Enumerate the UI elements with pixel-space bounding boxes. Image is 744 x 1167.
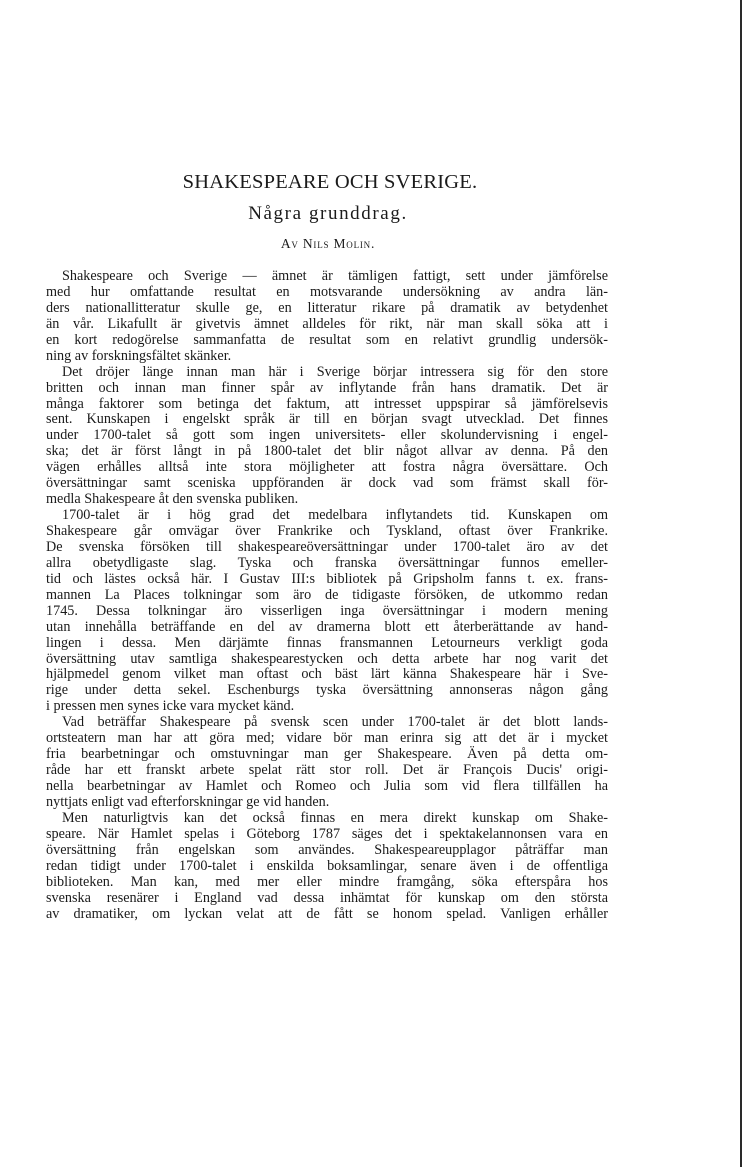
- text-line: råde har ett franskt arbete spelat rätt stor roll. Det är François Ducis' origi-: [46, 762, 608, 779]
- page-edge-rule: [740, 0, 742, 1167]
- text-line: biblioteken. Man kan, med mer eller mindre framgång, söka efterspåra hos: [46, 873, 608, 890]
- text-line: översättning från engelskan som användes. Shakespeareupplagor påträffar man: [46, 841, 608, 858]
- text-line: svenska resenärer i England vad dessa inhämtat för kunskap om den största: [46, 889, 608, 906]
- text-line: Shakespeare och Sverige — ämnet är tämligen fattigt, sett under jämförelse: [62, 268, 608, 284]
- text-line: översättningar samt sceniska uppföranden är dock vad som främst skall för-: [46, 475, 608, 492]
- text-line: 1700-talet är i hög grad det medelbara inflytandets tid. Kunskapen om: [62, 507, 608, 524]
- text-line: översättning utav samtliga shakespearestycken och detta arbete har nog varit det: [46, 650, 608, 667]
- text-line: allra obetydligaste slag. Tyska och franska översättningar funnos emeller-: [46, 554, 608, 571]
- text-line: av dramatiker, om lyckan velat att de fått se honom spelad. Vanligen erhåller: [46, 905, 608, 922]
- text-line: än vår. Likafullt är givetvis ämnet alldeles för rikt, när man skall söka att i: [46, 315, 608, 332]
- text-line: under 1700-talet så gott som ingen universitets- eller skolundervisning i engel-: [46, 427, 608, 444]
- text-line: rige under detta sekel. Eschenburgs tyska översättning annonseras någon gång: [46, 682, 608, 699]
- text-line: nella bearbetningar av Hamlet och Romeo och Julia som vid flera tillfällen ha: [46, 778, 608, 794]
- text-line: 1745. Dessa tolkningar äro visserligen inga översättningar i modern mening: [46, 602, 608, 619]
- text-line: mannen La Places tolkningar som äro de tidigaste försöken, de utkommo redan: [46, 586, 608, 603]
- text-line: fria bearbetningar och omstuvningar man ger Shakespeare. Även på detta om-: [46, 746, 608, 763]
- text-line: britten och innan man finner spår av inflytande från hans dramatik. Det är: [46, 379, 608, 396]
- text-line: Det dröjer länge innan man här i Sverige börjar intressera sig för den store: [62, 363, 608, 380]
- text-line: Men naturligtvis kan det också finnas en mera direkt kunskap om Shake-: [62, 809, 608, 826]
- text-line: Vad beträffar Shakespeare på svensk scen under 1700-talet är det blott lands-: [62, 714, 608, 731]
- text-line: utan innehålla beträffande en del av dramerna blott ett återberättande av hand-: [46, 618, 608, 635]
- text-line: medla Shakespeare åt den svenska publiken.: [46, 491, 299, 508]
- text-line: ders nationallitteratur skulle ge, en litteratur rikare på dramatik av betydenhet: [46, 299, 608, 316]
- text-line: redan tidigt under 1700-talet i enskilda boksamlingar, senare även i de offentliga: [46, 857, 608, 874]
- text-line: nyttjats enligt vad efterforskningar ge vid handen.: [46, 793, 330, 810]
- article-title: SHAKESPEARE OCH SVERIGE.: [182, 171, 478, 193]
- text-line: lingen i dessa. Men därjämte finnas fransmannen Letourneurs verkligt goda: [46, 634, 608, 651]
- text-line: De svenska försöken till shakespeareöversättningar under 1700-talet äro av det: [46, 538, 608, 555]
- text-line: med hur omfattande resultat en motsvarande undersökning av andra län-: [46, 283, 608, 300]
- text-line: ortsteatern man har att göra med; vidare bör man erinra sig att det är i mycket: [46, 730, 608, 747]
- article-byline: Av Nils Molin.: [280, 236, 376, 251]
- text-line: tid och lästes också här. I Gustav III:s bibliotek på Gripsholm fanns t. ex. frans-: [46, 570, 608, 587]
- article-body: [46, 269, 608, 922]
- text-line: Shakespeare går omvägar över Frankrike och Tyskland, oftast över Frankrike.: [46, 523, 608, 539]
- text-line: många faktorer som betinga det faktum, att intresset uppspirar så jämförelsevis: [46, 395, 608, 412]
- article-subtitle: Några grunddrag.: [248, 203, 408, 224]
- text-line: ning av forskningsfältet skänker.: [46, 347, 232, 364]
- text-line: ska; det är först långt in på 1800-talet det blir något allvar av denna. På den: [46, 443, 608, 460]
- text-line: i pressen men synes icke vara mycket känd.: [46, 698, 295, 715]
- text-line: speare. När Hamlet spelas i Göteborg 1787 säges det i spektakelannonsen vara en: [46, 825, 608, 842]
- text-line: vägen erhålles alltså inte stora möjligheter att fostra några översättare. Och: [46, 459, 608, 476]
- text-line: en kort redogörelse sammanfatta de resultat som en relativt grundlig undersök-: [46, 331, 608, 348]
- text-line: hjälpmedel genom vilket man oftast och bäst lärt känna Shakespeare här i Sve-: [46, 666, 608, 683]
- text-line: sent. Kunskapen i engelskt språk är till en början svagt utvecklad. Det finnes: [46, 411, 608, 428]
